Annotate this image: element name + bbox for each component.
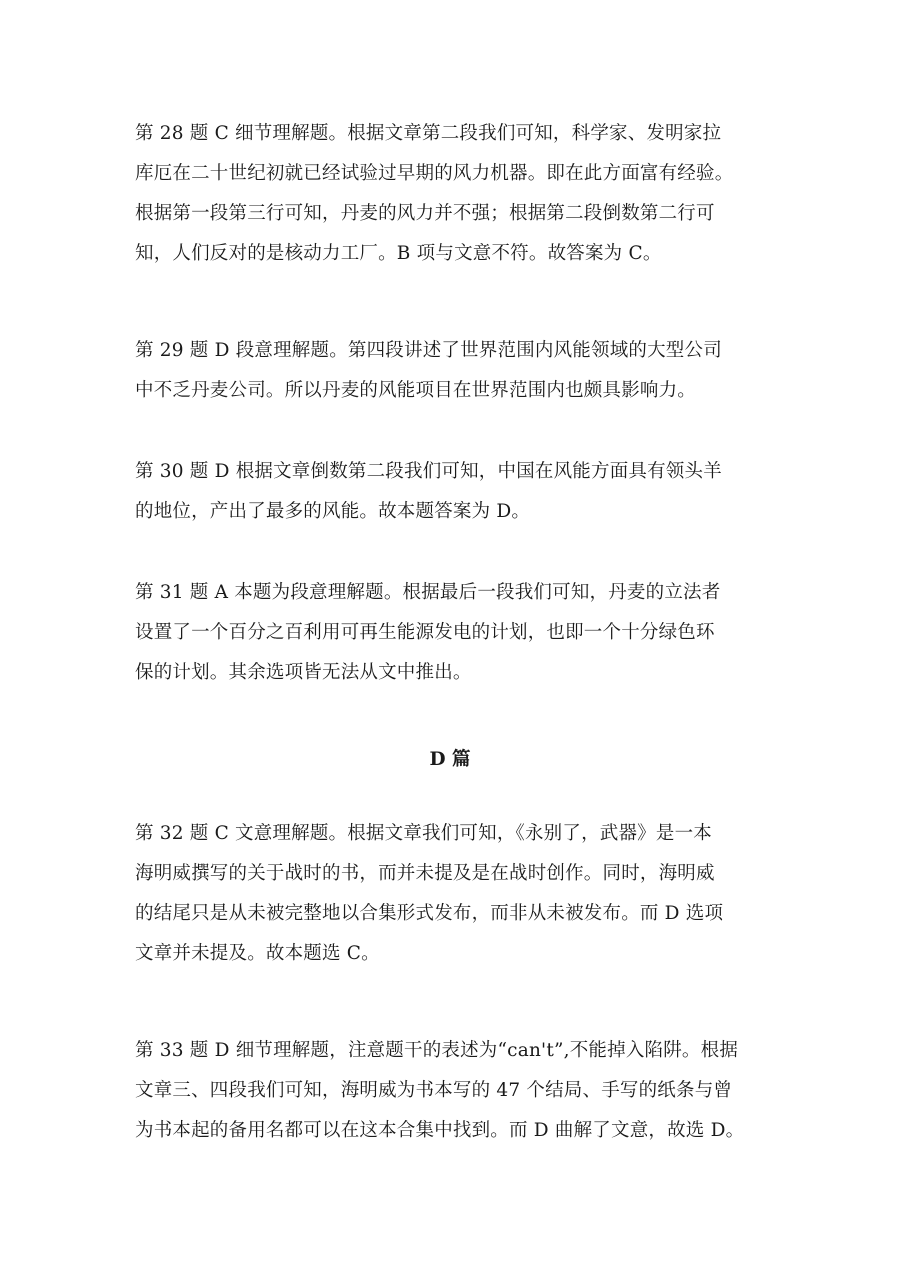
text-line: 文章三、四段我们可知，海明威为书本写的 47 个结局、手写的纸条与曾 — [135, 1080, 733, 1101]
section-heading: D 篇 — [429, 749, 471, 770]
text-line: 第 28 题 C 细节理解题。根据文章第二段我们可知，科学家、发明家拉 — [135, 123, 722, 144]
text-line: 根据第一段第三行可知，丹麦的风力并不强；根据第二段倒数第二行可 — [135, 203, 715, 224]
text-line: 第 32 题 C 文意理解题。根据文章我们可知，《永别了，武器》是一本 — [135, 823, 712, 844]
text-line: 设置了一个百分之百利用可再生能源发电的计划，也即一个十分绿色环 — [135, 622, 715, 643]
answer-paragraph-q28 — [135, 114, 775, 274]
text-line: 库厄在二十世纪初就已经试验过早期的风力机器。即在此方面富有经验。 — [135, 163, 734, 184]
text-line: 第 31 题 A 本题为段意理解题。根据最后一段我们可知，丹麦的立法者 — [135, 582, 721, 603]
text-line: 海明威撰写的关于战时的书，而并未提及是在战时创作。同时，海明威 — [135, 863, 715, 884]
text-line: 的结尾只是从未被完整地以合集形式发布，而非从未被发布。而 D 选项 — [135, 903, 724, 924]
text-line: 第 29 题 D 段意理解题。第四段讲述了世界范围内风能领域的大型公司 — [135, 340, 722, 361]
answer-paragraph-q31 — [135, 573, 775, 693]
answer-paragraph-q32 — [135, 814, 775, 974]
text-line: 的地位，产出了最多的风能。故本题答案为 D。 — [135, 501, 531, 522]
answer-paragraph-q30 — [135, 452, 775, 532]
text-line: 第 33 题 D 细节理解题，注意题干的表述为“can't”,不能掉入陷阱。根据 — [135, 1040, 739, 1061]
text-line: 为书本起的备用名都可以在这本合集中找到。而 D 曲解了文意，故选 D。 — [135, 1120, 745, 1141]
text-line: 知，人们反对的是核动力工厂。B 项与文意不符。故答案为 C。 — [135, 243, 662, 264]
text-line: 文章并未提及。故本题选 C。 — [135, 943, 380, 964]
answer-paragraph-q29 — [135, 331, 775, 411]
answer-paragraph-q33 — [135, 1031, 775, 1151]
text-line: 中不乏丹麦公司。所以丹麦的风能项目在世界范围内也颇具影响力。 — [135, 380, 697, 401]
text-line: 第 30 题 D 根据文章倒数第二段我们可知，中国在风能方面具有领头羊 — [135, 461, 722, 482]
text-line: 保的计划。其余选项皆无法从文中推出。 — [135, 662, 472, 683]
